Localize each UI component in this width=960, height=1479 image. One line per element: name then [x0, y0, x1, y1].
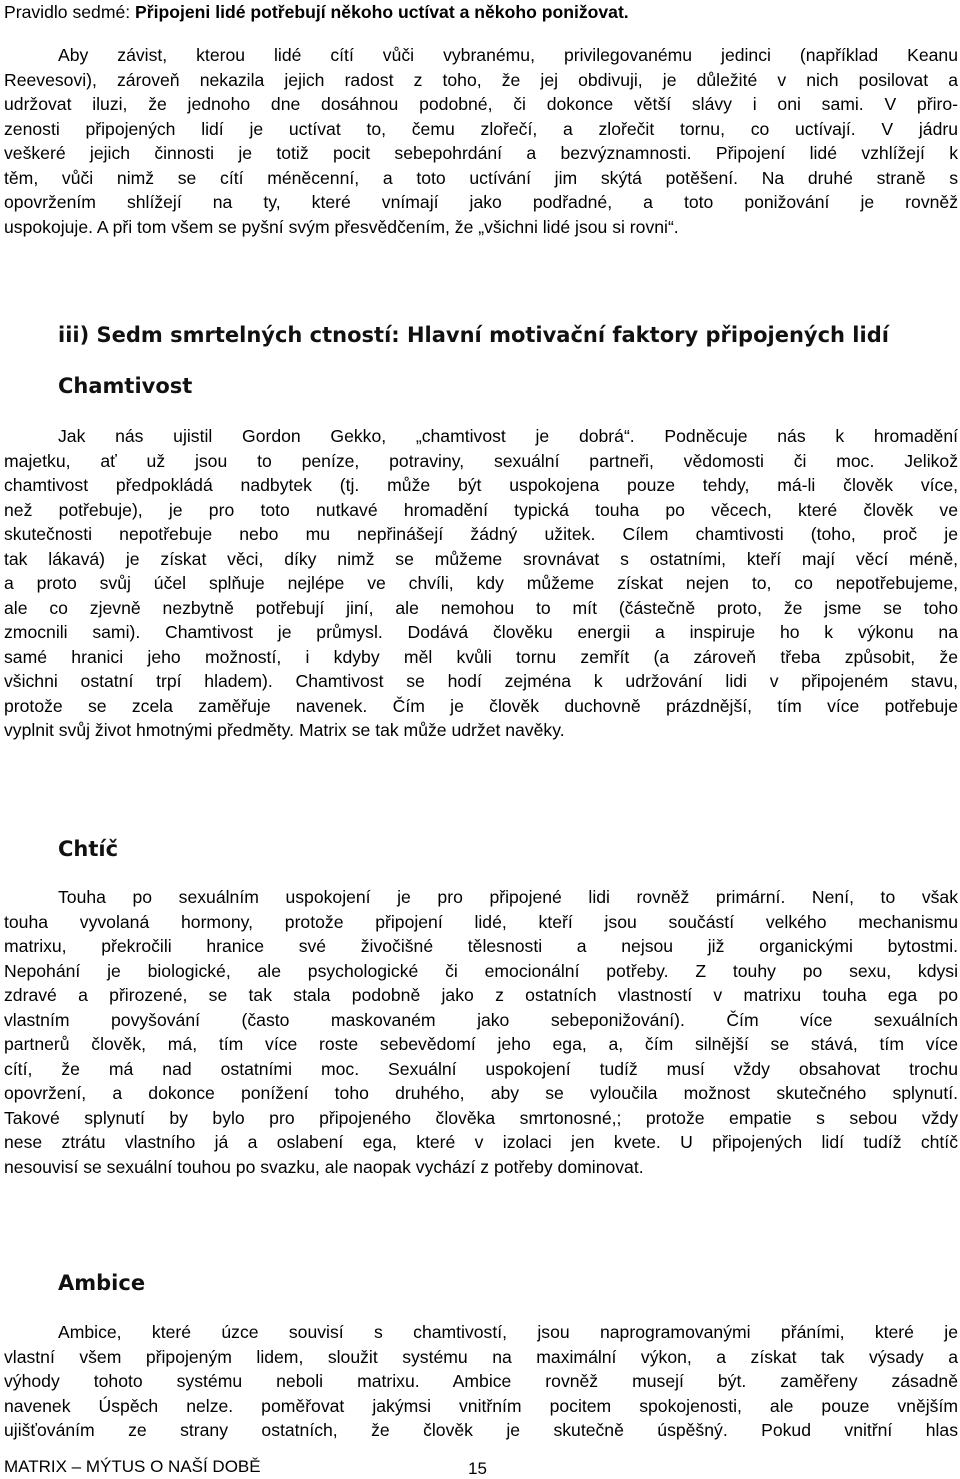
footer-page-number: 15 — [468, 1459, 487, 1478]
paragraph-line: Ambice, které úzce souvisí s chamtivostí, jsou naprogramovanými přáními, které je — [58, 1322, 958, 1342]
subsection-title-chamtivost: Chamtivost — [58, 374, 193, 398]
paragraph-line: tak lákavá) je získat věci, díky nimž se můžeme srovnávat s ostatními, kteří mají věcí méně, — [4, 548, 958, 569]
paragraph-line: cítí, že má nad ostatními moc. Sexuální uspokojení tudíž musí vždy obsahovat trochu — [4, 1058, 958, 1079]
paragraph-line: touha vyvolaná hormony, protože připojení lidé, kteří jsou součástí velkého mechanismu — [4, 911, 958, 932]
paragraph-line: ujišťováním ze strany ostatních, že člověk je skutečně úspěšný. Pokud vnitřní hlas — [4, 1420, 958, 1440]
paragraph-line: a proto svůj účel splňuje nejlépe ve chvíli, kdy můžeme získat nejen to, co nepotřebujeme, — [4, 573, 958, 593]
rule-paragraph — [4, 43, 958, 239]
paragraph-line: vlastním povyšování (často maskovaném jako sebeponižování). Čím více sexuálních — [4, 1009, 958, 1030]
paragraph-line: Reevesovi), zároveň nekazila jejich radost z toho, že jej obdivuji, je důležité v nich posilovat a — [4, 69, 958, 90]
paragraph-line: vlastní všem připojeným lidem, sloužit systému na maximální výkon, a získat tak výsady a — [4, 1346, 958, 1367]
paragraph-line: nesouvisí se sexuální touhou po svazku, ale naopak vychází z potřeby dominovat. — [4, 1156, 644, 1177]
paragraph-line: udržovat iluzi, že jednoho dne dosáhnou podobné, či dokonce větší slávy i oni sami. V přiro- — [4, 94, 958, 114]
subsection-title-ambice: Ambice — [58, 1271, 146, 1295]
paragraph-line: výhody tohoto systému neboli matrixu. Ambice rovněž musejí být. zaměřeny zásadně — [4, 1371, 958, 1391]
paragraph-line: veškeré jejich činnosti je totiž pocit sebepohrdání a bezvýznamnosti. Připojení lidé vzhlížejí k — [4, 143, 958, 163]
section-heading: iii) Sedm smrtelných ctností: Hlavní motivační faktory připojených lidí — [58, 323, 889, 347]
paragraph-line: Jak nás ujistil Gordon Gekko, „chamtivost je dobrá“. Podněcuje nás k hromadění — [58, 426, 958, 446]
footer-running-title: MATRIX – MÝTUS O NAŠÍ DOBĚ — [4, 1457, 261, 1476]
paragraph-line: majetku, ať už jsou to peníze, potraviny, sexuální partneři, vědomosti či moc. Jelikož — [4, 450, 958, 471]
paragraph-line: opovržení, a dokonce ponížení toho druhého, aby se vyloučila možnost skutečného splynutí. — [4, 1083, 958, 1103]
paragraph-line: samé hranici jeho možností, i kdyby měl kvůli tornu zemřít (a zároveň třeba způsobit, že — [4, 646, 958, 667]
paragraph-line: zenosti připojených lidí je uctívat to, čemu zlořečí, a zlořečit tornu, co uctívají. V jádru — [4, 118, 958, 139]
subsection-title-chtic: Chtíč — [58, 837, 119, 861]
paragraph-line: zmocnili sami). Chamtivost je průmysl. Dodává člověku energii a inspiruje ho k výkonu na — [4, 622, 958, 642]
paragraph-line: Touha po sexuálním uspokojení je pro připojené lidi rovněž primární. Není, to však — [58, 887, 958, 907]
paragraph-line: nese ztrátu vlastního já a oslabení ega, které v izolaci jen kvete. U připojených lidí tudíž chtíč — [4, 1132, 958, 1152]
paragraph-line: partnerů člověk, má, tím více roste sebevědomí jeho ega, a, čím silnější se stává, tím více — [4, 1034, 958, 1054]
paragraph-line: matrixu, překročili hranice své živočišné tělesnosti a nejsou již organickými bytostmi. — [4, 936, 958, 956]
paragraph-line: opovržením shlížejí na ty, které vnímají jako podřadné, a toto ponižování je rovněž — [4, 192, 958, 212]
paragraph-line: ale co zjevně nezbytně potřebují jiní, ale nemohou to mít (částečně proto, že jsme se toho — [4, 597, 958, 618]
subsection-body-ambice — [4, 1320, 958, 1443]
subsection-body-chamtivost — [4, 424, 958, 743]
paragraph-line: uspokojuje. A při tom všem se pyšní svým přesvědčením, že „všichni lidé jsou si rovni“. — [4, 216, 679, 237]
paragraph-line: Aby závist, kterou lidé cítí vůči vybranému, privilegovanému jedinci (například Keanu — [58, 45, 958, 65]
paragraph-line: Nepohání je biologické, ale psychologické či emocionální potřeby. Z touhy po sexu, kdysi — [4, 960, 958, 981]
paragraph-line: všichni ostatní trpí hladem). Chamtivost se hodí zejména k udržování lidi v připojeném stavu, — [4, 671, 958, 691]
rule-heading-title: Připojeni lidé potřebují někoho uctívat a někoho ponižovat. — [135, 2, 629, 22]
paragraph-line: než potřebuje), je pro toto nutkavé hromadění typická touha po věcech, které člověk ve — [4, 499, 958, 520]
rule-heading-prefix: Pravidlo sedmé: — [4, 2, 136, 22]
rule-heading — [4, 0, 629, 24]
paragraph-line: vyplnit svůj život hmotnými předměty. Matrix se tak může udržet navěky. — [4, 720, 565, 740]
subsection-body-chtic — [4, 885, 958, 1179]
document-page — [4, 0, 958, 1479]
paragraph-line: skutečnosti nepotřebuje nebo mu nepřinášejí žádný užitek. Cílem chamtivosti (toho, proč je — [4, 524, 958, 544]
paragraph-line: chamtivost předpokládá nadbytek (tj. může být uspokojena pouze tehdy, má-li člověk více, — [4, 475, 958, 495]
paragraph-line: protože se zcela zaměřuje navenek. Čím je člověk duchovně prázdnější, tím více potřebuje — [4, 695, 958, 716]
paragraph-line: zdravé a přirozené, se tak stala podobně jako z ostatních vlastností v matrixu touha ega po — [4, 985, 958, 1005]
paragraph-line: těm, vůči nimž se cítí méněcenní, a toto uctívání jim skýtá potěšení. Na druhé straně s — [4, 167, 958, 188]
paragraph-line: navenek Úspěch nelze. poměřovat jakýmsi vnitřním pocitem spokojenosti, ale pouze vnějším — [4, 1395, 958, 1416]
paragraph-line: Takové splynutí by bylo pro připojeného člověka smrtonosné,; protože empatie s sebou vždy — [4, 1107, 958, 1128]
